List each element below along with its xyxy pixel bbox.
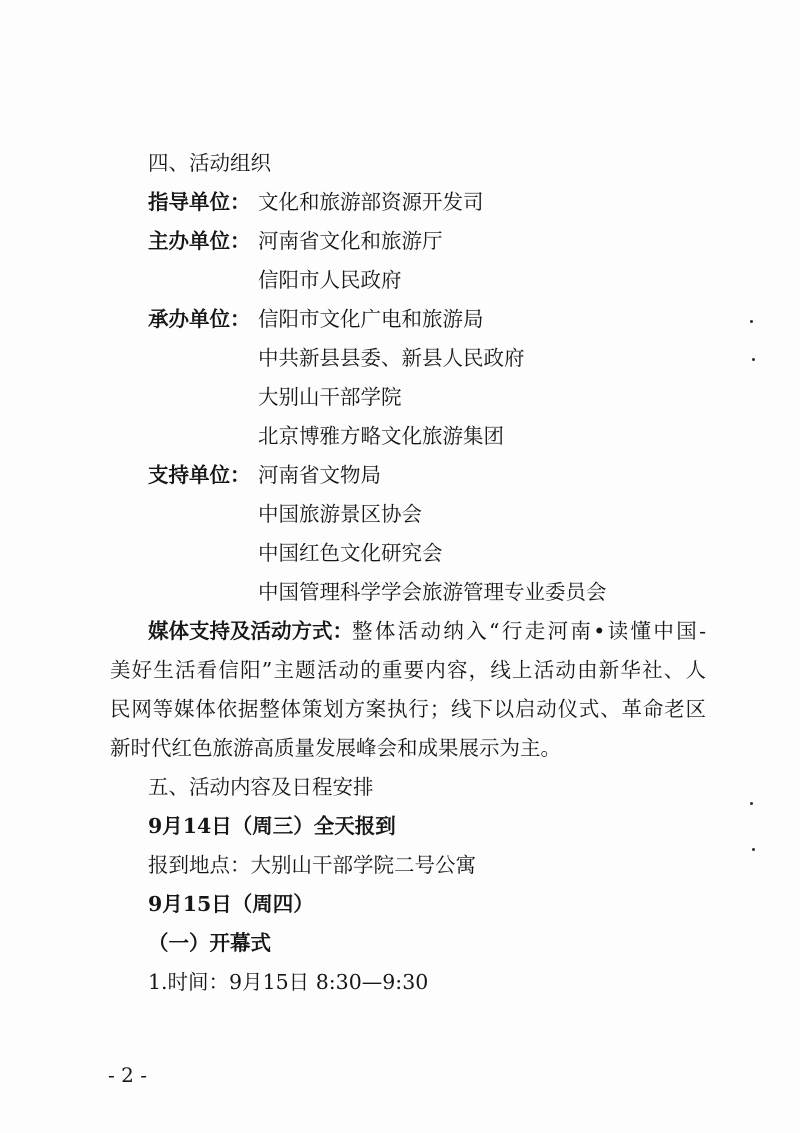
host-unit-item: 信阳市人民政府	[258, 268, 402, 292]
support-unit-label: 支持单位：	[148, 463, 251, 487]
section-five-heading: 五、活动内容及日程安排	[148, 775, 374, 799]
opening-ceremony-time: 1.时间：9月15日 8:30—9:30	[148, 970, 429, 994]
host-unit-item: 河南省文化和旅游厅	[258, 229, 443, 253]
day-one-title: 9月14日（周三）全天报到	[148, 814, 396, 838]
organizer-unit-label: 承办单位：	[148, 307, 251, 331]
organizer-unit-item: 信阳市文化广电和旅游局	[258, 307, 484, 331]
media-paragraph-line: 整体活动纳入“行走河南•读懂中国-	[352, 619, 706, 643]
support-unit-item: 中国红色文化研究会	[258, 541, 443, 565]
organizer-unit-item: 中共新县县委、新县人民政府	[258, 346, 525, 370]
host-unit-label: 主办单位：	[148, 229, 251, 253]
opening-ceremony-title: （一）开幕式	[148, 931, 271, 955]
support-unit-item: 中国旅游景区协会	[258, 502, 422, 526]
media-support-label: 媒体支持及活动方式：	[148, 619, 353, 643]
support-unit-item: 中国管理科学学会旅游管理专业委员会	[258, 580, 607, 604]
media-paragraph-line: 民网等媒体依据整体策划方案执行；线下以启动仪式、革命老区	[110, 697, 706, 721]
section-four-heading: 四、活动组织	[148, 151, 271, 175]
day-two-title: 9月15日（周四）	[148, 892, 314, 916]
day-one-detail: 报到地点：大别山干部学院二号公寓	[148, 853, 476, 877]
organizer-unit-item: 大别山干部学院	[258, 385, 402, 409]
support-unit-item: 河南省文物局	[258, 463, 381, 487]
scan-speck	[750, 320, 753, 323]
scan-speck	[752, 358, 755, 361]
media-paragraph-line: 新时代红色旅游高质量发展峰会和成果展示为主。	[110, 736, 561, 760]
media-paragraph-line: 美好生活看信阳”主题活动的重要内容，线上活动由新华社、人	[110, 658, 706, 682]
guidance-unit-label: 指导单位：	[148, 190, 251, 214]
page-number: - 2 -	[108, 1063, 147, 1087]
scan-speck	[750, 802, 753, 805]
guidance-unit-item: 文化和旅游部资源开发司	[258, 190, 484, 214]
scan-speck	[752, 848, 755, 851]
organizer-unit-item: 北京博雅方略文化旅游集团	[258, 424, 504, 448]
